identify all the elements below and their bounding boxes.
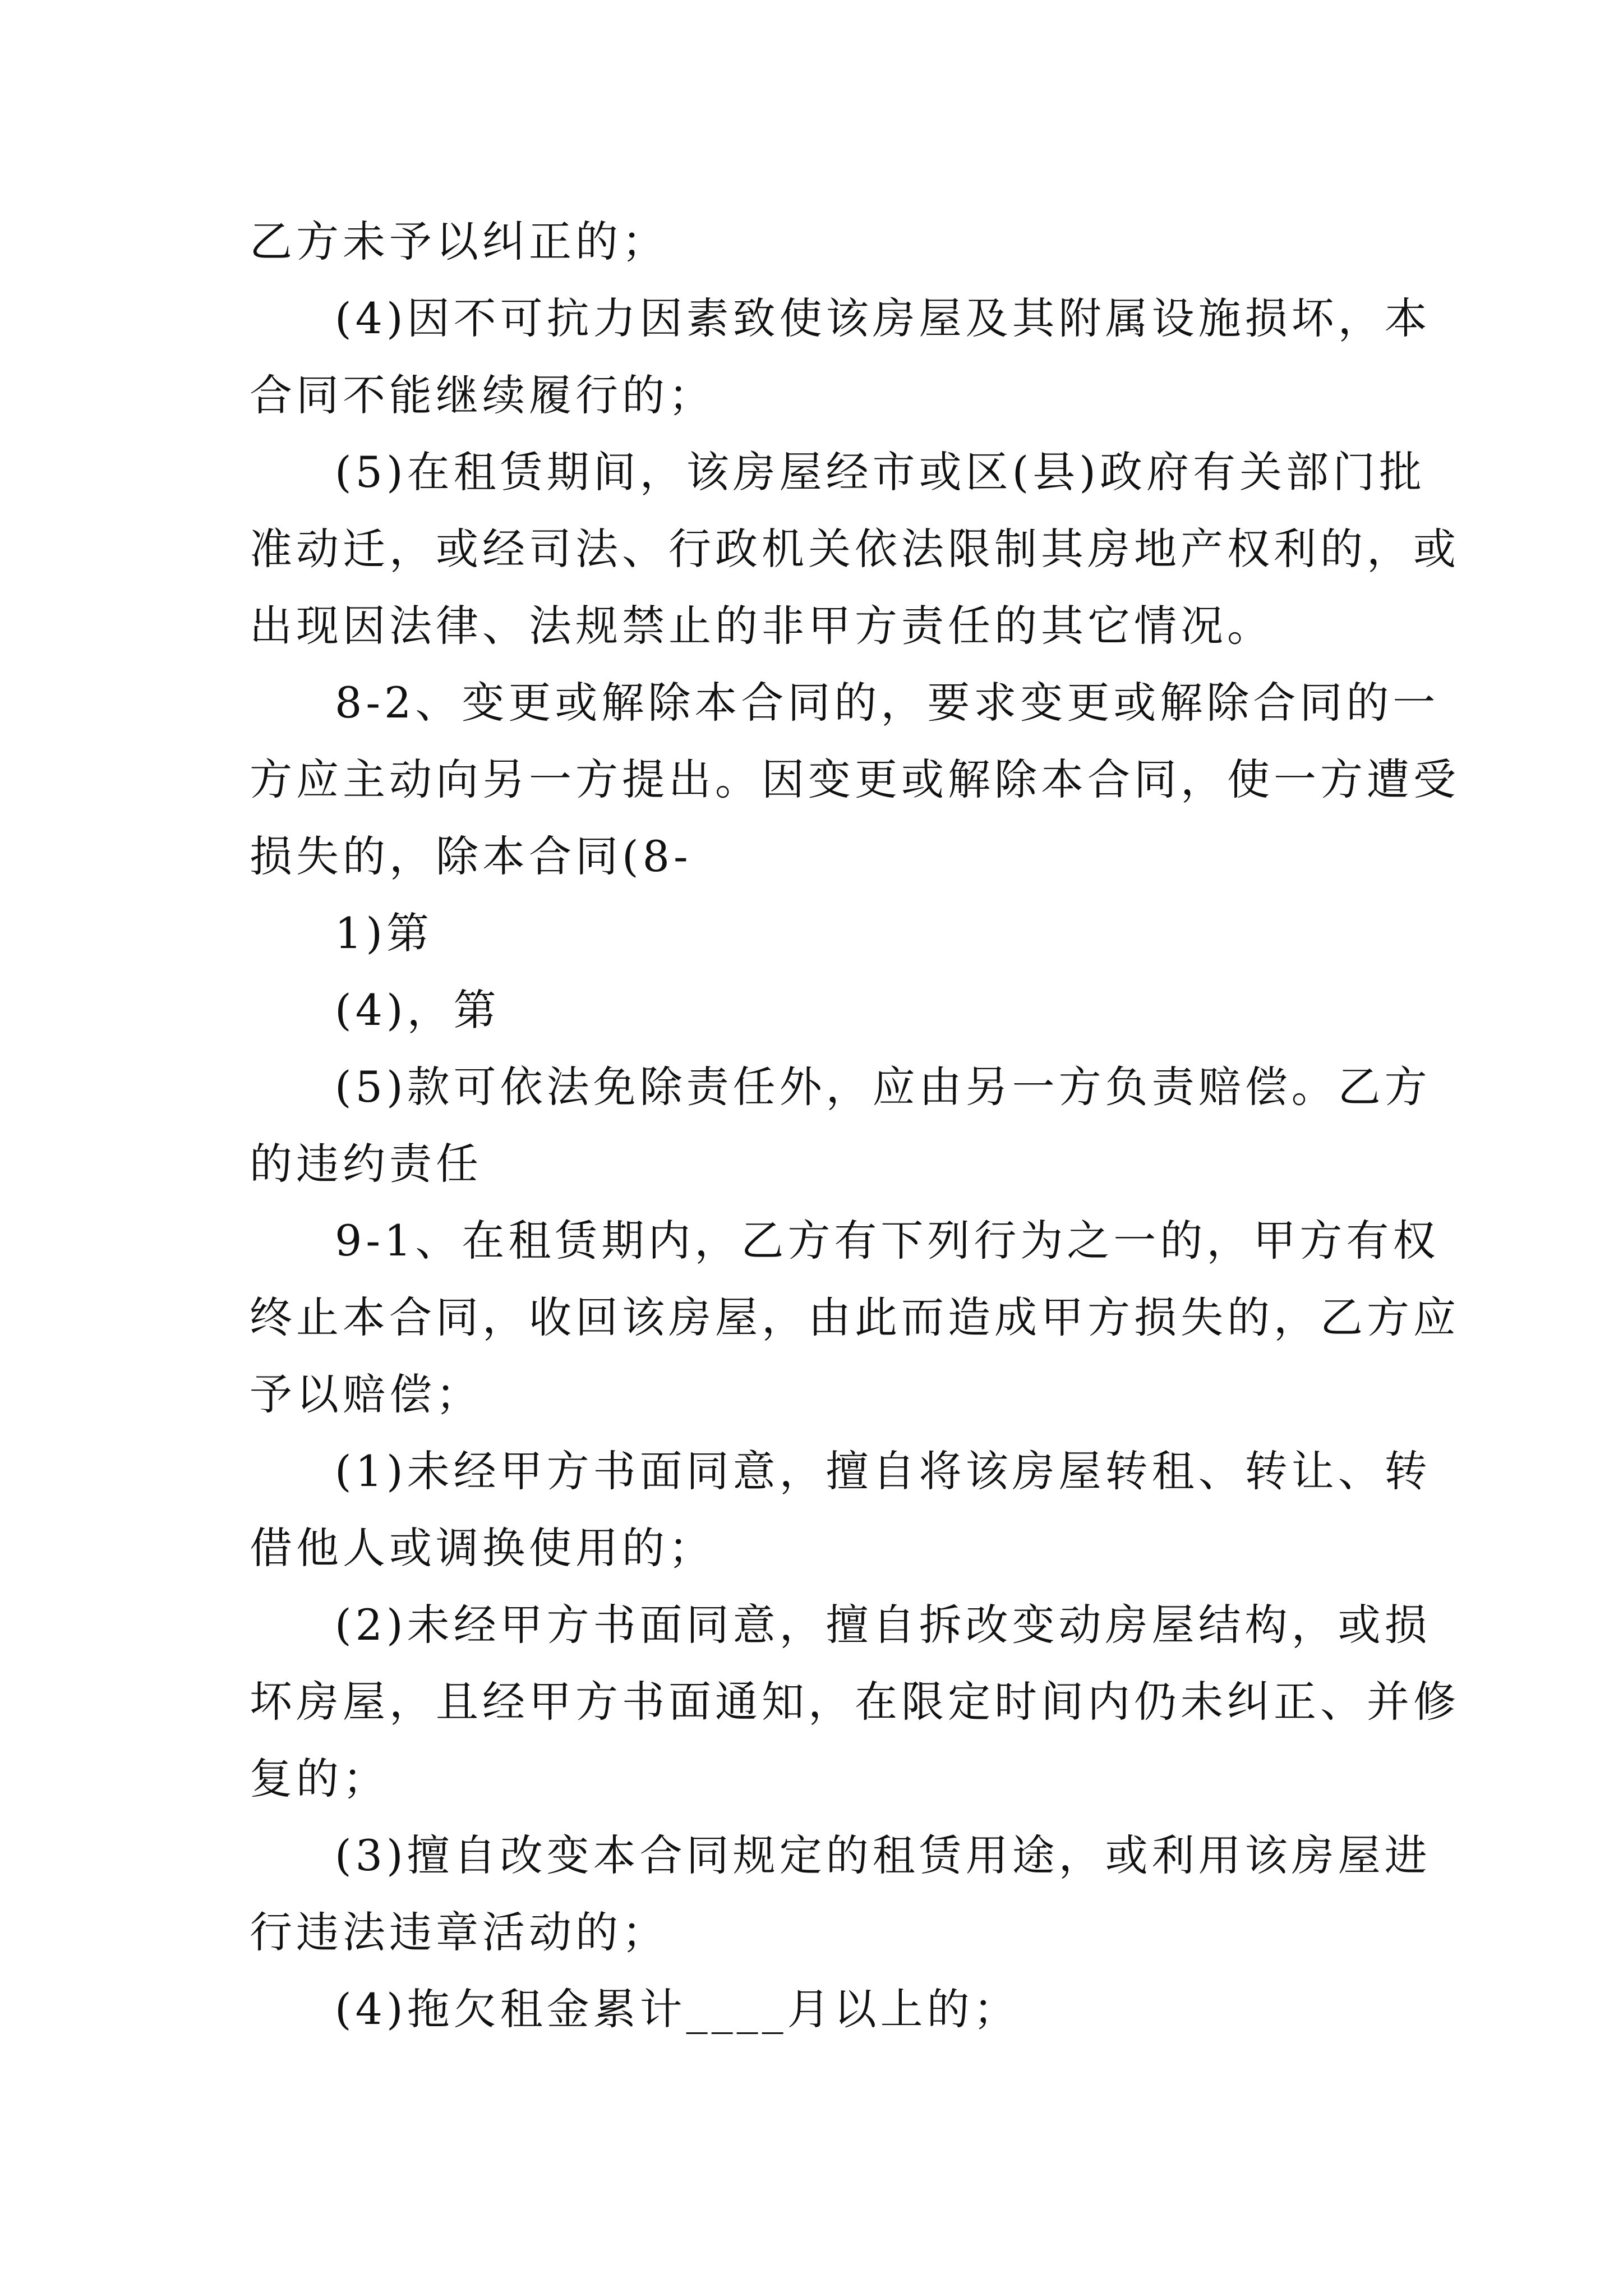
text-line: 坏房屋，且经甲方书面通知，在限定时间内仍未纠正、并修 [250,1677,1460,1727]
text-line: (4)因不可抗力因素致使该房屋及其附属设施损坏，本 [335,293,1431,343]
text-line: 9-1、在租赁期内，乙方有下列行为之一的，甲方有权 [335,1216,1440,1266]
text-line: 的违约责任 [250,1139,482,1189]
text-line: 8-2、变更或解除本合同的，要求变更或解除合同的一 [335,678,1440,728]
text-line: 终止本合同，收回该房屋，由此而造成甲方损失的，乙方应 [250,1292,1460,1342]
text-line: 出现因法律、法规禁止的非甲方责任的其它情况。 [250,601,1274,651]
text-line: 1)第 [335,908,434,958]
text-line: (3)擅自改变本合同规定的租赁用途，或利用该房屋进 [335,1830,1431,1880]
text-line: 借他人或调换使用的； [250,1523,715,1573]
text-line: 予以赔偿； [250,1369,482,1419]
text-line: (4)拖欠租金累计____月以上的； [335,1984,1020,2034]
text-line: (1)未经甲方书面同意，擅自将该房屋转租、转让、转 [335,1446,1431,1496]
text-line: (2)未经甲方书面同意，擅自拆改变动房屋结构，或损 [335,1600,1431,1650]
text-line: (4)，第 [335,985,500,1035]
text-line: 复的； [250,1754,389,1803]
document-body [250,203,1460,2047]
text-line: 乙方未予以纠正的； [250,217,668,266]
text-line: 准动迁，或经司法、行政机关依法限制其房地产权利的，或 [250,524,1460,574]
text-line: 方应主动向另一方提出。因变更或解除本合同，使一方遭受 [250,754,1460,804]
text-line: 损失的，除本合同(8- [250,831,692,881]
text-line: 行违法违章活动的； [250,1907,668,1957]
text-line: (5)款可依法免除责任外，应由另一方负责赔偿。乙方 [335,1062,1431,1112]
text-line: (5)在租赁期间，该房屋经市或区(县)政府有关部门批 [335,447,1426,497]
text-line: 合同不能继续履行的； [250,370,715,420]
